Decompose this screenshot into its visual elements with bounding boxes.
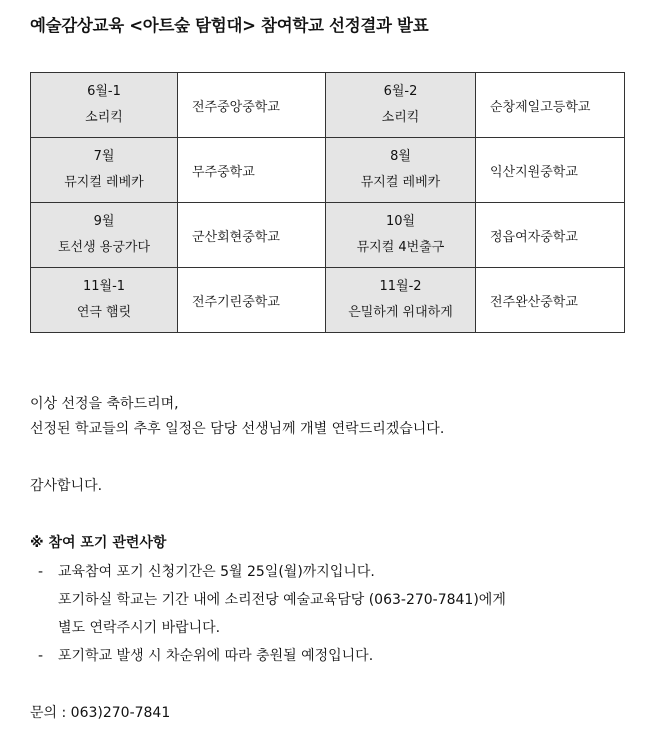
school-cell: 전주완산중학교 bbox=[476, 268, 625, 333]
notice-item bbox=[38, 645, 373, 665]
page-title: 예술감상교육 <아트숲 탐험대> 참여학교 선정결과 발표 bbox=[30, 16, 429, 35]
program-cell bbox=[326, 268, 476, 333]
program-month: 9월 bbox=[93, 214, 115, 229]
program-title: 소리킥 bbox=[381, 110, 420, 125]
table-row bbox=[31, 203, 625, 268]
schedule-line: 선정된 학교들의 추후 일정은 담당 선생님께 개별 연락드리겠습니다. bbox=[30, 421, 445, 437]
dash-bullet: - bbox=[38, 648, 44, 664]
program-month: 10월 bbox=[385, 214, 416, 229]
program-title: 은밀하게 위대하게 bbox=[348, 305, 453, 320]
notice-heading: ※ 참여 포기 관련사항 bbox=[30, 535, 167, 551]
program-month: 8월 bbox=[390, 149, 411, 164]
program-month: 11월-2 bbox=[379, 279, 422, 294]
program-cell bbox=[326, 203, 476, 268]
program-cell bbox=[31, 268, 178, 333]
program-month: 11월-1 bbox=[82, 279, 126, 294]
table-row bbox=[31, 268, 625, 333]
contact-line: 문의 : 063)270-7841 bbox=[30, 705, 171, 721]
program-title: 소리킥 bbox=[85, 110, 123, 125]
school-cell: 무주중학교 bbox=[178, 138, 326, 203]
dash-bullet: - bbox=[38, 564, 44, 580]
table-row bbox=[31, 138, 625, 203]
program-cell bbox=[326, 138, 476, 203]
school-cell: 전주중앙중학교 bbox=[178, 73, 326, 138]
school-cell: 군산회현중학교 bbox=[178, 203, 326, 268]
program-cell bbox=[326, 73, 476, 138]
notice-item-text: 포기학교 발생 시 차순위에 따라 충원될 예정입니다. bbox=[58, 648, 374, 664]
program-cell bbox=[31, 138, 178, 203]
notice-item-continuation: 포기하실 학교는 기간 내에 소리전당 예술교육담당 (063-270-7841)에게 bbox=[58, 592, 506, 608]
program-month: 7월 bbox=[93, 149, 115, 164]
thanks-line: 감사합니다. bbox=[30, 478, 103, 494]
school-cell: 익산지원중학교 bbox=[476, 138, 625, 203]
program-title: 뮤지컬 4번출구 bbox=[356, 240, 445, 255]
program-month: 6월-1 bbox=[87, 84, 121, 99]
school-cell: 정읍여자중학교 bbox=[476, 203, 625, 268]
program-month: 6월-2 bbox=[383, 84, 418, 99]
school-cell: 전주기린중학교 bbox=[178, 268, 326, 333]
notice-item-continuation: 별도 연락주시기 바랍니다. bbox=[58, 620, 221, 636]
table-row bbox=[31, 73, 625, 138]
school-cell: 순창제일고등학교 bbox=[476, 73, 625, 138]
program-cell bbox=[31, 203, 178, 268]
congratulation-line: 이상 선정을 축하드리며, bbox=[30, 396, 179, 412]
notice-item bbox=[38, 561, 375, 581]
program-title: 토선생 용궁가다 bbox=[57, 240, 151, 255]
program-title: 연극 햄릿 bbox=[76, 305, 132, 320]
program-title: 뮤지컬 레베카 bbox=[360, 175, 441, 190]
notice-item-text: 교육참여 포기 신청기간은 5월 25일(월)까지입니다. bbox=[58, 564, 375, 580]
selection-result-table bbox=[30, 72, 625, 333]
program-cell bbox=[31, 73, 178, 138]
program-title: 뮤지컬 레베카 bbox=[64, 175, 144, 190]
